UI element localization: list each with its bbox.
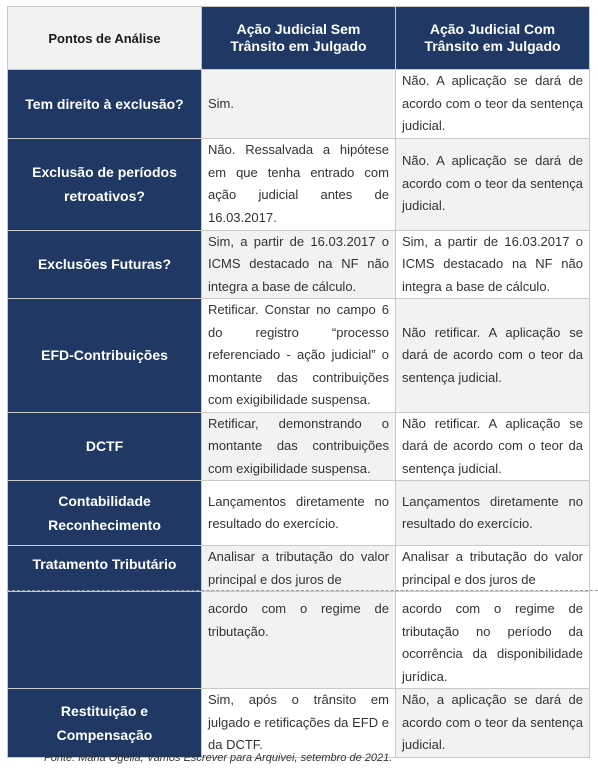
- cell-sem-transito: Retificar. Constar no campo 6 do registro “processo referenciado - ação judicial” o montante das contribuições com exigibilidade suspensa.: [202, 299, 396, 413]
- cell-com-transito: Não. A aplicação se dará de acordo com o teor da sentença judicial.: [396, 70, 590, 139]
- cell-com-transito: Não retificar. A aplicação se dará de acordo com o teor da sentença judicial.: [396, 412, 590, 481]
- table-row: [8, 689, 590, 758]
- cell-sem-transito: Sim, a partir de 16.03.2017 o ICMS destacado na NF não integra a base de cálculo.: [202, 230, 396, 299]
- table-row: [8, 592, 590, 689]
- source-caption: Fonte: Maria Ogélia, Vamos Escrever para Arquivei, setembro de 2021.: [44, 752, 393, 764]
- table-row: [8, 299, 590, 413]
- table-header-row: [8, 7, 590, 70]
- header-pontos-de-analise: Pontos de Análise: [8, 7, 202, 70]
- cell-com-transito: Sim, a partir de 16.03.2017 o ICMS destacado na NF não integra a base de cálculo.: [396, 230, 590, 299]
- row-label: Restituição e Compensação: [8, 689, 202, 758]
- row-label: Contabilidade Reconhecimento: [8, 481, 202, 546]
- cell-com-transito: Não retificar. A aplicação se dará de acordo com o teor da sentença judicial.: [396, 299, 590, 413]
- cell-sem-transito: Não. Ressalvada a hipótese em que tenha entrado com ação judicial antes de 16.03.2017.: [202, 138, 396, 230]
- table-row: [8, 138, 590, 230]
- cell-sem-transito: Sim, após o trânsito em julgado e retificações da EFD e da DCTF.: [202, 689, 396, 758]
- table-row: [8, 70, 590, 139]
- cell-sem-transito: Lançamentos diretamente no resultado do exercício.: [202, 481, 396, 546]
- row-label: DCTF: [8, 412, 202, 481]
- row-label: Tem direito à exclusão?: [8, 70, 202, 139]
- header-com-transito: Ação Judicial Com Trânsito em Julgado: [396, 7, 590, 70]
- row-label: EFD-Contribuições: [8, 299, 202, 413]
- cell-com-transito: Analisar a tributação do valor principal e dos juros de: [396, 546, 590, 592]
- row-label: Exclusões Futuras?: [8, 230, 202, 299]
- cell-sem-transito: Analisar a tributação do valor principal e dos juros de: [202, 546, 396, 592]
- header-sem-transito: Ação Judicial Sem Trânsito em Julgado: [202, 7, 396, 70]
- row-label: Tratamento Tributário: [8, 546, 202, 592]
- row-label: [8, 592, 202, 689]
- table-row: [8, 546, 590, 592]
- page-break-line: [7, 590, 598, 591]
- cell-com-transito: Lançamentos diretamente no resultado do exercício.: [396, 481, 590, 546]
- cell-sem-transito: Retificar, demonstrando o montante das contribuições com exigibilidade suspensa.: [202, 412, 396, 481]
- cell-com-transito: acordo com o regime de tributação no período da ocorrência da disponibilidade jurídica.: [396, 592, 590, 689]
- comparison-table: [7, 6, 590, 758]
- table-row: [8, 481, 590, 546]
- cell-sem-transito: Sim.: [202, 70, 396, 139]
- table-row: [8, 412, 590, 481]
- cell-com-transito: Não, a aplicação se dará de acordo com o teor da sentença judicial.: [396, 689, 590, 758]
- row-label: Exclusão de períodos retroativos?: [8, 138, 202, 230]
- cell-com-transito: Não. A aplicação se dará de acordo com o teor da sentença judicial.: [396, 138, 590, 230]
- table-row: [8, 230, 590, 299]
- cell-sem-transito: acordo com o regime de tributação.: [202, 592, 396, 689]
